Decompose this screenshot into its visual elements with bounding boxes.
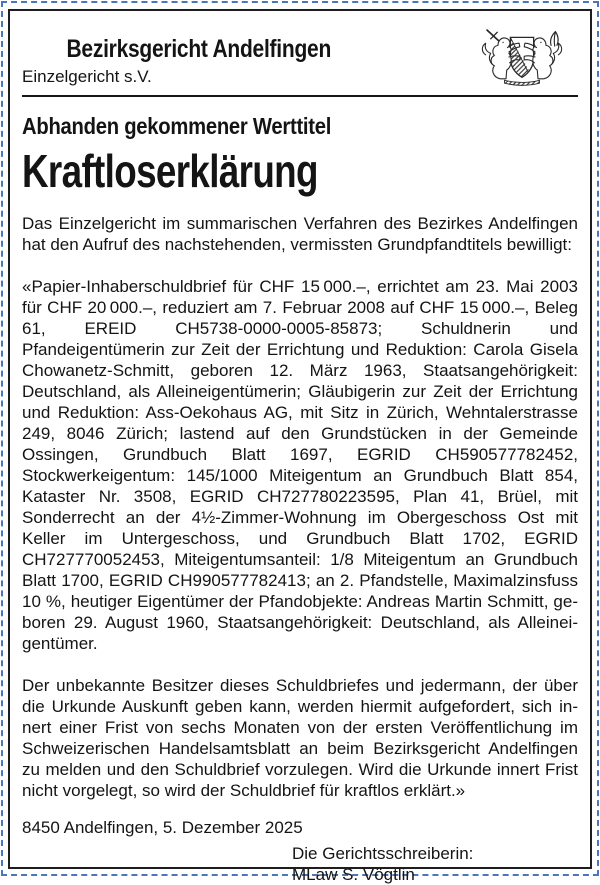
court-subtitle: Einzelgericht s.V.: [22, 67, 152, 87]
notice-title-text: Kraftloserklärung: [22, 144, 318, 197]
intro-paragraph: Das Einzelgericht im summarischen Verfahren des Bezirkes Andelfingen hat den Aufruf des nachstehenden, vermissten Grundpfandtitels bewilligt:: [22, 213, 578, 254]
signature-block: [292, 843, 578, 885]
signature-role: Die Gerichtsschreiberin:: [292, 843, 474, 863]
signature-name: MLaw S. Vögtlin: [292, 864, 415, 884]
shield: [510, 37, 533, 77]
right-lion: [524, 32, 561, 79]
property-description-paragraph: «Papier-Inhaberschuldbrief für CHF 15 000.–, errichtet am 23. Mai 2003 für CHF 20 000.–, reduziert am 7. Februar 2008 auf CHF 15 000.–, Beleg 61, EREID CH5738-0000-0005-85873; Schuldnerin und Pfandeigentümerin zur Zeit der Errichtung und Reduktion: Carola Gisela Chowanetz-Schmitt, geboren 12. März 1963, Staatsangehörigkeit: Deutschland, als Alleineigentümerin; Gläubigerin zur Zeit der Errichtung und Reduktion: Ass-Oekohaus AG, mit Sitz in Zürich, Wehntalerstrasse 249, 8046 Zürich; lastend auf den Grundstücken in der Gemeinde Ossingen, Grundbuch Blatt 1697, EGRID CH590577782452, Stockwerkeigentum: 145/1000 Miteigentum an Grundbuch Blatt 854, Kataster Nr. 3508, EGRID CH727780223595, Plan 41, Brüel, mit Sonderrecht an der 4½-Zimmer-Wohnung im Obergeschoss Ost mit Keller im Untergeschoss, und Grundbuch Blatt 1702, EGRID CH727770052453, Miteigentumsanteil: 1/8 Miteigentum an Grundbuch Blatt 1700, EGRID CH990577782413; an 2. Pfandstelle, Maximalzinsfuss 10 %, heutiger Eigentümer der Pfandobjekte: Andreas Martin Schmitt, geboren 29. August 1960, Staatsangehörigkeit: Deutschland, als Alleineigentümer.: [22, 276, 578, 653]
notice-frame: [8, 9, 592, 884]
notice-title: [22, 144, 578, 197]
court-name-text: Bezirksgericht Andelfingen: [66, 35, 332, 63]
header-divider: [22, 95, 578, 97]
summons-paragraph: Der unbekannte Besitzer dieses Schuldbriefes und jedermann, der über die Urkunde Auskunft geben kann, werden hiermit aufgefordert, sich innert einer Frist von sechs Monaten von der ersten Veröffentlichung im Schweizerischen Handelsamtsblatt an beim Bezirksgericht Andelfingen zu melden und den Schuldbrief vorzulegen. Wird die Urkunde innert Frist nicht vorgelegt, so wird der Schuldbrief für kraftlos erklärt.»: [22, 675, 578, 800]
place-date-line: 8450 Andelfingen, 5. Dezember 2025: [22, 817, 303, 837]
court-name: [66, 36, 533, 62]
court-header: [22, 11, 578, 88]
pedestal: [505, 80, 540, 85]
zurich-coat-of-arms-icon: [474, 25, 570, 89]
notice-kicker: [22, 114, 578, 139]
notice-kicker-text: Abhanden gekommener Werttitel: [22, 112, 332, 139]
